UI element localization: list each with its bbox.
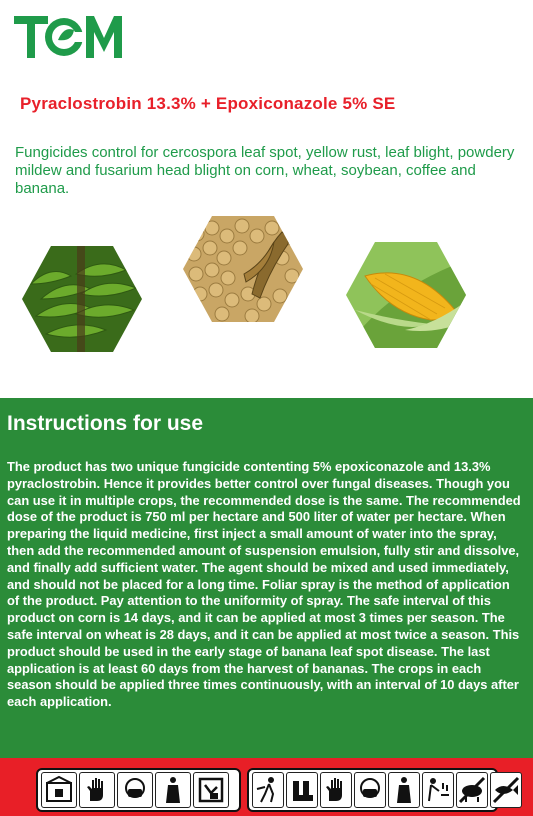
apron-icon xyxy=(155,772,191,808)
instructions-body: The product has two unique fungicide contenting 5% epoxiconazole and 13.3% pyraclostrobin. Hence it provides better control over fungal diseases. Though you can use it in multiple crops, the recommended dose is the same. The recommended dose of the product is 750 ml per hectare and 500 liter of water per hectare. When preparing the liquid medicine, first inject a small amount of water into the spray, then add the recommended amount of suspension emulsion, fully stir and dissolve, and finally add sufficient water. The agent should be mixed and used immediately, and should not be placed for a long time. Foliar spray is the method of application of the product. Pay attention to the uniformity of spray. The safe interval of this product on corn is 14 days, and it can be applied at most 3 times per season. The safe interval on wheat is 28 days, and it can be applied at most twice a season. This product should be used in the early stage of banana leaf spot disease. The last application is at least 60 days from the harvest of bananas. The crops in each season should be applied three times continuously, with an interval of 10 days after each application. xyxy=(7,459,521,710)
wash-icon xyxy=(422,772,454,808)
product-description: Fungicides control for cercospora leaf spot, yellow rust, leaf blight, powdery mildew and fusarium head blight on corn, wheat, soybean, coffee and banana. xyxy=(15,144,515,197)
instructions-panel xyxy=(0,398,533,758)
pictogram-group-storage xyxy=(36,768,241,812)
no-fish-icon xyxy=(490,772,522,808)
mask-icon xyxy=(117,772,153,808)
dispose-container-icon xyxy=(193,772,229,808)
apron-icon-2 xyxy=(388,772,420,808)
mask-icon-2 xyxy=(354,772,386,808)
gloves-icon-2 xyxy=(320,772,352,808)
gloves-icon xyxy=(79,772,115,808)
soybean-image xyxy=(182,214,304,324)
boots-icon xyxy=(286,772,318,808)
fcm-logo xyxy=(14,14,126,60)
pictogram-group-application xyxy=(247,768,498,812)
instructions-heading: Instructions for use xyxy=(7,412,204,435)
banana-image xyxy=(21,244,143,354)
store-locked-icon xyxy=(41,772,77,808)
no-livestock-icon xyxy=(456,772,488,808)
spraying-icon xyxy=(252,772,284,808)
corn-image xyxy=(345,240,467,350)
product-title: Pyraclostrobin 13.3% + Epoxiconazole 5% SE xyxy=(20,94,396,113)
